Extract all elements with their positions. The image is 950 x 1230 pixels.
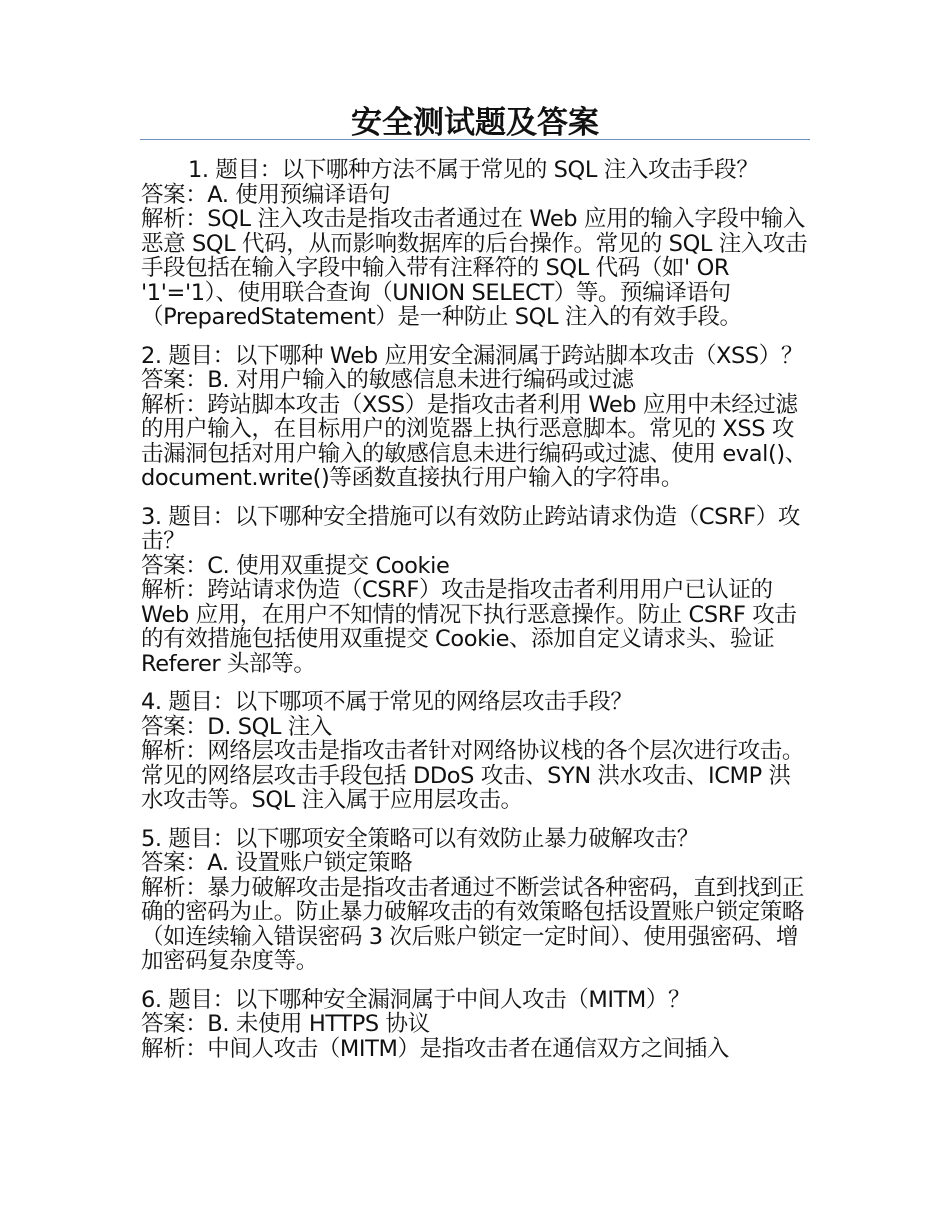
answer-text: 答案：D. SQL 注入 <box>141 713 333 740</box>
question-item-2 <box>141 344 811 491</box>
question-text: 4. 题目：以下哪项不属于常见的网络层攻击手段？ <box>141 689 633 715</box>
title-underline <box>140 139 810 140</box>
explanation-text: 解析：网络层攻击是指攻击者针对网络协议栈的各个层次进行攻击。常见的网络层攻击手段包括 DDoS 攻击、SYN 洪水攻击、ICMP 洪水攻击等。SQL 注入属于应用层攻击。 <box>141 738 805 813</box>
answer-text: 答案：B. 对用户输入的敏感信息未进行编码或过滤 <box>141 367 634 393</box>
question-item-3 <box>141 505 811 677</box>
explanation-text: 解析：SQL 注入攻击是指攻击者通过在 Web 应用的输入字段中输入恶意 SQL 代码，从而影响数据库的后台操作。常见的 SQL 注入攻击手段包括在输入字段中输入带有注释符的 SQL 代码（如' OR '1'='1）、使用联合查询（UNION SELECT）等。预编译语句（PreparedStatement）是一种防止 SQL 注入的有效手段。 <box>141 206 808 330</box>
question-text: 1. 题目：以下哪种方法不属于常见的 SQL 注入攻击手段？ <box>188 157 759 183</box>
answer-text: 答案：A. 使用预编译语句 <box>141 181 391 208</box>
question-text: 6. 题目：以下哪种安全漏洞属于中间人攻击（MITM）？ <box>141 986 691 1013</box>
question-item-5 <box>141 827 811 974</box>
answer-text: 答案：C. 使用双重提交 Cookie <box>141 552 450 579</box>
question-text: 5. 题目：以下哪项安全策略可以有效防止暴力破解攻击？ <box>141 825 699 852</box>
question-list <box>141 158 811 1075</box>
answer-text: 答案：B. 未使用 HTTPS 协议 <box>141 1011 430 1037</box>
question-item-4 <box>141 690 811 813</box>
explanation-text: 解析：中间人攻击（MITM）是指攻击者在通信双方之间插入 <box>141 1035 730 1062</box>
answer-text: 答案：A. 设置账户锁定策略 <box>141 850 413 876</box>
explanation-text: 解析：跨站请求伪造（CSRF）攻击是指攻击者利用用户已认证的 Web 应用，在用户不知情的情况下执行恶意操作。防止 CSRF 攻击的有效措施包括使用双重提交 Cookie、添加自定义请求头、验证 Referer 头部等。 <box>141 577 797 677</box>
explanation-text: 解析：暴力破解攻击是指攻击者通过不断尝试各种密码，直到找到正确的密码为止。防止暴力破解攻击的有效策略包括设置账户锁定策略（如连续输入错误密码 3 次后账户锁定一定时间）、使用强密码、增加密码复杂度等。 <box>141 874 805 974</box>
question-text: 2. 题目：以下哪种 Web 应用安全漏洞属于跨站脚本攻击（XSS）？ <box>141 342 803 369</box>
question-item-6 <box>141 988 811 1062</box>
document-title: 安全测试题及答案 <box>351 105 599 141</box>
explanation-text: 解析：跨站脚本攻击（XSS）是指攻击者利用 Web 应用中未经过滤的用户输入，在目标用户的浏览器上执行恶意脚本。常见的 XSS 攻击漏洞包括对用户输入的敏感信息未进行编码或过滤、使用 eval()、document.write()等函数直接执行用户输入的字符串。 <box>141 391 807 491</box>
question-item-1 <box>141 158 811 330</box>
question-text: 3. 题目：以下哪种安全措施可以有效防止跨站请求伪造（CSRF）攻击？ <box>141 503 800 554</box>
